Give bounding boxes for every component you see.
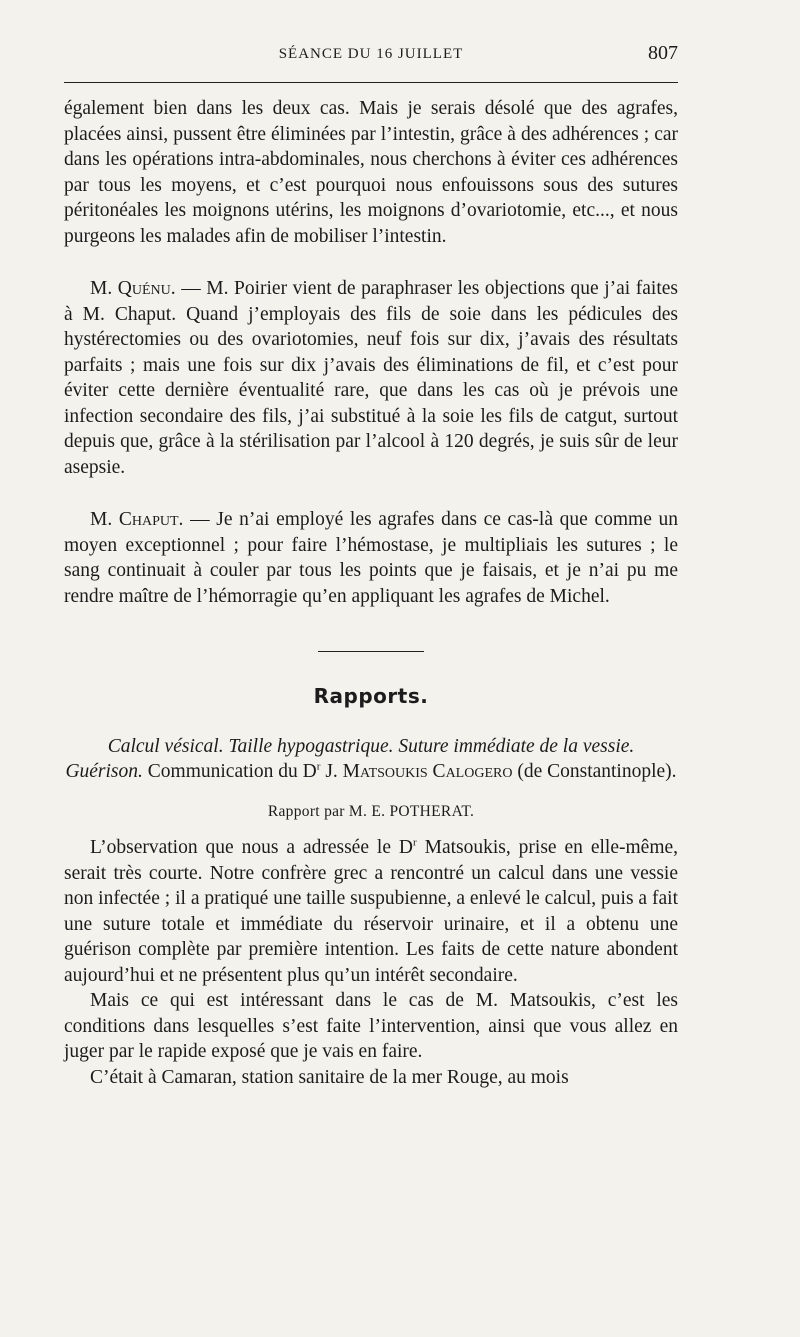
page-body bbox=[64, 96, 678, 1090]
page-header bbox=[64, 42, 678, 83]
report-title-italic-2: Guérison. bbox=[65, 761, 143, 782]
report-title-text: Communication du D bbox=[147, 761, 317, 782]
report-title-initial: J. bbox=[325, 761, 338, 782]
speaker-name: Chaput. bbox=[118, 509, 184, 530]
page-number: 807 bbox=[648, 42, 678, 64]
rapporteur-line: Rapport par M. E. POTHERAT. bbox=[267, 802, 475, 820]
paragraph-continuation: également bien dans les deux cas. Mais je serais désolé que des agrafes, placées ainsi, pussent être éliminées par l’intestin, grâce à des adhérences ; car dans les opérations intra-abdominales, nous cherchons à éviter ces adhérences par tous les moyens, et c’est pourquoi nous enfouissons sous des sutures péritonéales les moignons utérins, les moignons d’ovariotomie, etc..., et nous purgeons les malades afin de mobiliser l’intestin. bbox=[64, 98, 678, 247]
speech-text: — M. Poirier vient de paraphraser les objections que j’ai faites à M. Chaput. Quand j’employais des fils de soie dans les pédicules des hystérectomies ou des ovariotomies, neuf fois sur dix, j’avais des résultats parfaits ; mais une fois sur dix j’avais des éliminations de fil, et c’est pour éviter cette dernière éventualité rare, que dans les cas où je prévois une infection secondaire des fils, j’ai substitué à la soie les fils de catgut, surtout depuis que, grâce à la stérilisation par l’alcool à 120 degrés, je suis sûr de leur asepsie. bbox=[64, 278, 679, 478]
report-paragraph-1 bbox=[64, 835, 678, 988]
report-paragraph-2: Mais ce qui est intéressant dans le cas de M. Matsoukis, c’est les conditions dans lesquelles s’est faite l’intervention, ainsi que vous allez en juger par le rapide exposé que je vais en faire. bbox=[64, 990, 678, 1062]
text-run: Matsoukis, prise en elle-même, serait très courte. Notre confrère grec a rencontré un calcul dans une vessie non infectée ; il a pratiqué une taille suspubienne, a enlevé le calcul, puis a fait une suture totale et immédiate du réservoir urinaire, et il a obtenu une guérison complète par première intention. Les faits de cette nature abondent aujourd’hui et ne présentent plus qu’un intérêt secondaire. bbox=[64, 837, 679, 986]
section-divider bbox=[318, 651, 424, 652]
text-run: L’observation que nous a adressée le D bbox=[90, 837, 414, 858]
report-title-sup: r bbox=[316, 760, 321, 773]
report-paragraph-3: C’était à Camaran, station sanitaire de la mer Rouge, au mois bbox=[90, 1066, 569, 1088]
report-title-italic: Calcul vésical. Taille hypogastrique. Suture immédiate de la vessie. bbox=[107, 735, 635, 757]
paragraph-quenu bbox=[64, 276, 678, 480]
speaker-prefix: M. bbox=[90, 278, 113, 299]
speaker-prefix: M. bbox=[90, 509, 113, 530]
superscript: r bbox=[413, 836, 417, 849]
report-title bbox=[64, 734, 678, 785]
section-title: Rapports. bbox=[313, 684, 429, 708]
report-origin: (de Constantinople). bbox=[517, 761, 677, 782]
report-author: Matsoukis Calogero bbox=[342, 761, 513, 782]
speaker-name: Quénu. bbox=[117, 278, 176, 299]
running-title: SÉANCE DU 16 JUILLET bbox=[278, 46, 464, 62]
speech-text: — Je n’ai employé les agrafes dans ce cas-là que comme un moyen exceptionnel ; pour faire l’hémostase, je multipliais les sutures ; le sang continuait à couler par tous les points que je faisais, et je n’ai pu me rendre maître de l’hémorragie qu’en appliquant les agrafes de Michel. bbox=[64, 509, 679, 607]
paragraph-chaput bbox=[64, 507, 678, 609]
